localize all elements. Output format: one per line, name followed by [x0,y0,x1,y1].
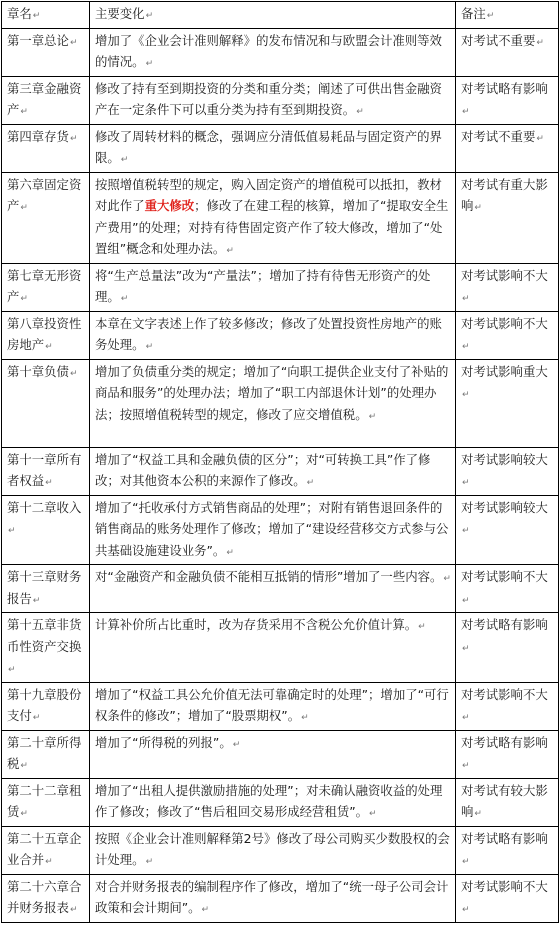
highlight-text: 重大修改 [144,198,195,213]
note-cell: 对考试影响不大↵ [456,565,559,613]
note-cell: 对考试影响不大↵ [456,311,559,359]
table-row [2,263,559,311]
change-cell: 计算补价所占比重时，改为存货采用不含税公允价值计算。↵ [90,613,456,683]
chapter-cell: 第二十二章租赁↵ [2,778,90,826]
chapter-cell: 第二十六章合并财务报表↵ [2,874,90,922]
change-cell: 增加了“出租人提供激励措施的处理”；对未确认融资收益的处理作了修改；修改了“售后租回交易形成经营租赁”。↵ [90,778,456,826]
change-cell: 增加了“托收承付方式销售商品的处理”；对附有销售退回条件的销售商品的账务处理作了修改；增加了“建设经营移交方式参与公共基础设施建设业务”。↵ [90,495,456,565]
note-cell: 对考试影响较大↵ [456,447,559,495]
table-row [2,495,559,565]
change-cell: 增加了负债重分类的规定；增加了“向职工提供企业支付了补贴的商品和服务”的处理办法；增加了“职工内部退休计划”的处理办法；按照增值税转型的规定，修改了应交增值税。↵ [90,359,456,447]
document-page [1,1,559,923]
header-main-change: 主要变化↵ [90,2,456,29]
table-row [2,682,559,730]
table-header-row [2,2,559,29]
chapter-cell: 第七章无形资产↵ [2,263,90,311]
note-cell: 对考试不重要↵ [456,28,559,76]
note-cell: 对考试影响不大↵ [456,263,559,311]
change-cell: 对合并财务报表的编制程序作了修改，增加了“统一母子公司会计政策和会计期间”。↵ [90,874,456,922]
note-cell: 对考试影响不大↵ [456,874,559,922]
table-row [2,730,559,778]
note-cell: 对考试略有影响↵ [456,76,559,124]
table-row [2,28,559,76]
table-row [2,447,559,495]
change-cell: 对“金融资产和金融负债不能相互抵销的情形”增加了一些内容。↵ [90,565,456,613]
table-row [2,76,559,124]
table-row [2,874,559,922]
chapter-changes-table [1,1,559,923]
chapter-cell: 第四章存货↵ [2,124,90,172]
note-cell: 对考试影响不大↵ [456,682,559,730]
note-cell: 对考试不重要↵ [456,124,559,172]
chapter-cell: 第二十五章企业合并↵ [2,826,90,874]
table-row [2,172,559,263]
header-chapter: 章名↵ [2,2,90,29]
header-note: 备注↵ [456,2,559,29]
note-cell: 对考试影响重大↵ [456,359,559,447]
chapter-cell: 第一章总论↵ [2,28,90,76]
chapter-cell: 第十五章非货币性资产交换↵ [2,613,90,683]
table-row [2,613,559,683]
change-cell: 将“生产总量法”改为“产量法”；增加了持有待售无形资产的处理。↵ [90,263,456,311]
change-cell: 增加了《企业会计准则解释》的发布情况和与欧盟会计准则等效的情况。↵ [90,28,456,76]
change-cell: 修改了周转材料的概念，强调应分清低值易耗品与固定资产的界限。↵ [90,124,456,172]
note-cell: 对考试略有影响↵ [456,730,559,778]
note-cell: 对考试略有影响↵ [456,613,559,683]
change-cell: 本章在文字表述上作了较多修改；修改了处置投资性房地产的账务处理。↵ [90,311,456,359]
change-cell: 按照增值税转型的规定，购入固定资产的增值税可以抵扣，教材对此作了重大修改；修改了在建工程的核算，增加了“提取安全生产费用”的处理；对持有待售固定资产作了较大修改，增加了“处置组”概念和处理办法。↵ [90,172,456,263]
chapter-cell: 第八章投资性房地产↵ [2,311,90,359]
chapter-cell: 第十章负债↵ [2,359,90,447]
table-row [2,565,559,613]
note-cell: 对考试有重大影响↵ [456,172,559,263]
chapter-cell: 第六章固定资产↵ [2,172,90,263]
chapter-cell: 第十三章财务报告↵ [2,565,90,613]
table-row [2,359,559,447]
change-cell: 修改了持有至到期投资的分类和重分类；阐述了可供出售金融资产在一定条件下可以重分类为持有至到期投资。↵ [90,76,456,124]
table-row [2,124,559,172]
chapter-cell: 第三章金融资产↵ [2,76,90,124]
change-cell: 增加了“权益工具公允价值无法可靠确定时的处理”；增加了“可行权条件的修改”；增加了“股票期权”。↵ [90,682,456,730]
chapter-cell: 第二十章所得税↵ [2,730,90,778]
change-cell: 按照《企业会计准则解释第2号》修改了母公司购买少数股权的会计处理。↵ [90,826,456,874]
table-row [2,826,559,874]
note-cell: 对考试有较大影响↵ [456,778,559,826]
chapter-cell: 第十九章股份支付↵ [2,682,90,730]
chapter-cell: 第十二章收入↵ [2,495,90,565]
note-cell: 对考试影响较大↵ [456,495,559,565]
note-cell: 对考试略有影响↵ [456,826,559,874]
table-row [2,778,559,826]
change-cell: 增加了“权益工具和金融负债的区分”；对“可转换工具”作了修改；对其他资本公积的来源作了修改。↵ [90,447,456,495]
table-row [2,311,559,359]
change-cell: 增加了“所得税的列报”。↵ [90,730,456,778]
chapter-cell: 第十一章所有者权益↵ [2,447,90,495]
